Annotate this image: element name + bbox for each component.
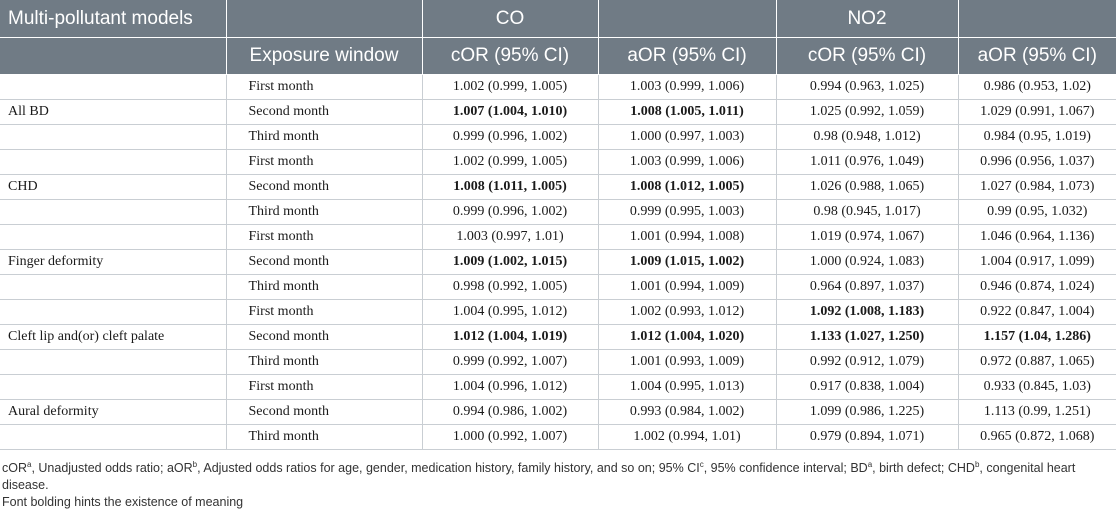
- table-body: [0, 75, 1116, 450]
- cell-co-cor: 1.007 (1.004, 1.010): [422, 100, 598, 125]
- cell-group: All BD: [0, 100, 226, 125]
- cell-no2-aor: 0.933 (0.845, 1.03): [958, 375, 1116, 400]
- cell-exposure-window: Second month: [226, 325, 422, 350]
- table-row: [0, 425, 1116, 450]
- cell-group: [0, 150, 226, 175]
- footnote-superscript: a: [867, 460, 873, 469]
- cell-co-aor: 1.002 (0.994, 1.01): [598, 425, 776, 450]
- cell-co-cor: 1.004 (0.995, 1.012): [422, 300, 598, 325]
- cell-group: [0, 300, 226, 325]
- cell-co-cor: 1.008 (1.011, 1.005): [422, 175, 598, 200]
- header-no2-aor: aOR (95% CI): [958, 38, 1116, 75]
- cell-group: [0, 375, 226, 400]
- cell-exposure-window: First month: [226, 375, 422, 400]
- header-exposure-window: Exposure window: [226, 38, 422, 75]
- table-row: [0, 100, 1116, 125]
- cell-no2-aor: 1.029 (0.991, 1.067): [958, 100, 1116, 125]
- footnote-superscript: b: [974, 460, 980, 469]
- header-blank-0: [0, 38, 226, 75]
- table-footnotes: [0, 450, 1116, 511]
- cell-no2-aor: 1.027 (0.984, 1.073): [958, 175, 1116, 200]
- footnote-abbreviations: [2, 456, 1114, 494]
- cell-co-aor: 1.003 (0.999, 1.006): [598, 75, 776, 100]
- cell-co-aor: 1.001 (0.994, 1.008): [598, 225, 776, 250]
- cell-co-aor: 0.999 (0.995, 1.003): [598, 200, 776, 225]
- cell-no2-cor: 1.133 (1.027, 1.250): [776, 325, 958, 350]
- cell-group: Finger deformity: [0, 250, 226, 275]
- cell-co-aor: 1.008 (1.005, 1.011): [598, 100, 776, 125]
- cell-no2-cor: 0.992 (0.912, 1.079): [776, 350, 958, 375]
- cell-exposure-window: Third month: [226, 425, 422, 450]
- cell-no2-cor: 1.092 (1.008, 1.183): [776, 300, 958, 325]
- header-row-1: [0, 0, 1116, 38]
- table-row: [0, 125, 1116, 150]
- cell-group: Aural deformity: [0, 400, 226, 425]
- header-no2-cor: cOR (95% CI): [776, 38, 958, 75]
- header-blank-1: [226, 0, 422, 38]
- cell-exposure-window: First month: [226, 75, 422, 100]
- footnote-text: cOR: [2, 461, 27, 476]
- cell-no2-cor: 0.98 (0.948, 1.012): [776, 125, 958, 150]
- cell-no2-aor: 0.996 (0.956, 1.037): [958, 150, 1116, 175]
- cell-no2-cor: 1.099 (0.986, 1.225): [776, 400, 958, 425]
- cell-no2-aor: 0.946 (0.874, 1.024): [958, 275, 1116, 300]
- cell-no2-cor: 1.011 (0.976, 1.049): [776, 150, 958, 175]
- table-row: [0, 175, 1116, 200]
- footnote-superscript: b: [192, 460, 198, 469]
- cell-co-cor: 1.004 (0.996, 1.012): [422, 375, 598, 400]
- cell-exposure-window: Third month: [226, 125, 422, 150]
- cell-no2-aor: 0.986 (0.953, 1.02): [958, 75, 1116, 100]
- cell-exposure-window: Second month: [226, 400, 422, 425]
- cell-co-aor: 1.001 (0.994, 1.009): [598, 275, 776, 300]
- cell-exposure-window: First month: [226, 150, 422, 175]
- cell-exposure-window: First month: [226, 225, 422, 250]
- cell-group: [0, 350, 226, 375]
- cell-exposure-window: Second month: [226, 100, 422, 125]
- cell-no2-cor: 0.964 (0.897, 1.037): [776, 275, 958, 300]
- cell-no2-aor: 0.99 (0.95, 1.032): [958, 200, 1116, 225]
- table-row: [0, 300, 1116, 325]
- footnote-text: , Unadjusted odds ratio; aOR: [31, 461, 193, 476]
- cell-co-aor: 1.012 (1.004, 1.020): [598, 325, 776, 350]
- table-row: [0, 400, 1116, 425]
- table-header: [0, 0, 1116, 75]
- cell-no2-aor: 1.046 (0.964, 1.136): [958, 225, 1116, 250]
- cell-co-aor: 1.003 (0.999, 1.006): [598, 150, 776, 175]
- cell-no2-aor: 0.972 (0.887, 1.065): [958, 350, 1116, 375]
- header-multi-pollutant-models: Multi-pollutant models: [0, 0, 226, 38]
- cell-co-aor: 1.002 (0.993, 1.012): [598, 300, 776, 325]
- table-row: [0, 250, 1116, 275]
- cell-no2-cor: 0.917 (0.838, 1.004): [776, 375, 958, 400]
- cell-co-aor: 1.004 (0.995, 1.013): [598, 375, 776, 400]
- footnote-text: , 95% confidence interval; BD: [703, 461, 868, 476]
- cell-group: [0, 200, 226, 225]
- cell-exposure-window: Third month: [226, 200, 422, 225]
- cell-no2-aor: 0.965 (0.872, 1.068): [958, 425, 1116, 450]
- cell-no2-cor: 1.026 (0.988, 1.065): [776, 175, 958, 200]
- header-blank-3: [598, 0, 776, 38]
- cell-group: [0, 225, 226, 250]
- cell-co-aor: 1.009 (1.015, 1.002): [598, 250, 776, 275]
- cell-co-cor: 0.999 (0.996, 1.002): [422, 200, 598, 225]
- footnote-text: , Adjusted odds ratios for age, gender, medication history, family history, and so on; 95% CI: [197, 461, 700, 476]
- cell-group: [0, 125, 226, 150]
- footnote-bolding: Font bolding hints the existence of meaning: [2, 495, 244, 510]
- cell-no2-aor: 1.157 (1.04, 1.286): [958, 325, 1116, 350]
- cell-group: [0, 275, 226, 300]
- header-blank-5: [958, 0, 1116, 38]
- cell-no2-cor: 1.000 (0.924, 1.083): [776, 250, 958, 275]
- cell-co-aor: 0.993 (0.984, 1.002): [598, 400, 776, 425]
- cell-no2-cor: 1.025 (0.992, 1.059): [776, 100, 958, 125]
- table-row: [0, 275, 1116, 300]
- cell-co-cor: 1.009 (1.002, 1.015): [422, 250, 598, 275]
- cell-exposure-window: First month: [226, 300, 422, 325]
- cell-no2-aor: 1.113 (0.99, 1.251): [958, 400, 1116, 425]
- cell-no2-cor: 0.979 (0.894, 1.071): [776, 425, 958, 450]
- table-row: [0, 225, 1116, 250]
- cell-exposure-window: Third month: [226, 275, 422, 300]
- cell-group: [0, 425, 226, 450]
- cell-no2-aor: 1.004 (0.917, 1.099): [958, 250, 1116, 275]
- cell-co-aor: 1.001 (0.993, 1.009): [598, 350, 776, 375]
- header-co: CO: [422, 0, 598, 38]
- cell-co-cor: 0.994 (0.986, 1.002): [422, 400, 598, 425]
- cell-exposure-window: Second month: [226, 250, 422, 275]
- cell-group: CHD: [0, 175, 226, 200]
- table-row: [0, 200, 1116, 225]
- cell-co-aor: 1.008 (1.012, 1.005): [598, 175, 776, 200]
- cell-no2-cor: 0.98 (0.945, 1.017): [776, 200, 958, 225]
- cell-group: [0, 75, 226, 100]
- table-row: [0, 75, 1116, 100]
- cell-co-cor: 1.012 (1.004, 1.019): [422, 325, 598, 350]
- footnote-superscript: c: [699, 460, 704, 469]
- cell-co-cor: 1.002 (0.999, 1.005): [422, 75, 598, 100]
- cell-co-cor: 1.003 (0.997, 1.01): [422, 225, 598, 250]
- table-row: [0, 375, 1116, 400]
- cell-co-cor: 0.998 (0.992, 1.005): [422, 275, 598, 300]
- header-row-2: [0, 38, 1116, 75]
- cell-exposure-window: Second month: [226, 175, 422, 200]
- header-co-aor: aOR (95% CI): [598, 38, 776, 75]
- header-no2: NO2: [776, 0, 958, 38]
- cell-no2-aor: 0.922 (0.847, 1.004): [958, 300, 1116, 325]
- cell-co-cor: 1.000 (0.992, 1.007): [422, 425, 598, 450]
- cell-no2-cor: 0.994 (0.963, 1.025): [776, 75, 958, 100]
- cell-no2-aor: 0.984 (0.95, 1.019): [958, 125, 1116, 150]
- cell-no2-cor: 1.019 (0.974, 1.067): [776, 225, 958, 250]
- footnote-text: , congenital heart disease.: [2, 461, 1076, 493]
- cell-co-aor: 1.000 (0.997, 1.003): [598, 125, 776, 150]
- footnote-text: , birth defect; CHD: [872, 461, 975, 476]
- cell-co-cor: 0.999 (0.996, 1.002): [422, 125, 598, 150]
- table-row: [0, 350, 1116, 375]
- cell-group: Cleft lip and(or) cleft palate: [0, 325, 226, 350]
- cell-exposure-window: Third month: [226, 350, 422, 375]
- header-co-cor: cOR (95% CI): [422, 38, 598, 75]
- table-row: [0, 325, 1116, 350]
- table-row: [0, 150, 1116, 175]
- cell-co-cor: 1.002 (0.999, 1.005): [422, 150, 598, 175]
- cell-co-cor: 0.999 (0.992, 1.007): [422, 350, 598, 375]
- footnote-superscript: a: [27, 460, 32, 469]
